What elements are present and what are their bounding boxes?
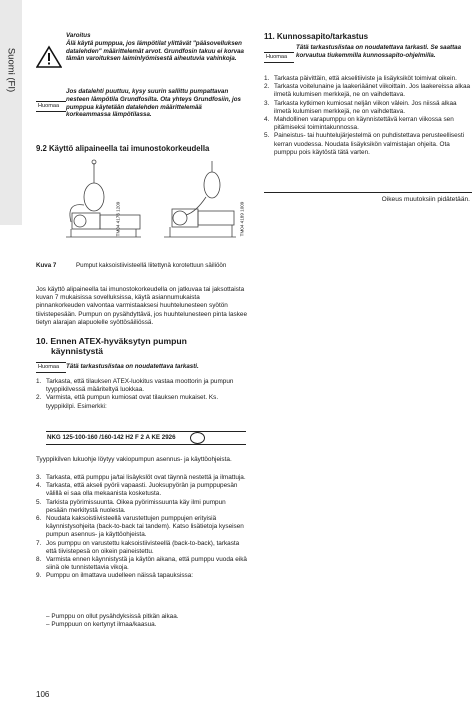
maintenance-checklist <box>264 75 472 157</box>
paragraph-type-plate: Tyyppikilven lukuohje löytyy vakiopumpun asennus- ja käyttöohjeista. <box>36 456 232 463</box>
list-item: 8. Varmista ennen käynnistystä ja käytön aikana, että pumppu vuoda eikä siinä ole tunnistettavia vikoja. <box>36 556 247 572</box>
section-heading-9-2: 9.2 Käyttö alipaineella tai imunostokorkeudella <box>36 144 210 153</box>
warning-triangle-icon <box>36 45 62 69</box>
section-heading-11: 11. Kunnossapito/tarkastus <box>264 32 369 41</box>
code-circle-highlight <box>190 432 205 444</box>
page-number: 106 <box>36 690 50 699</box>
list-item: 3. Tarkasta kytkimen kumiosat neljän viikon välein. Jos niissä alkaa ilmetä kulumisen merkkejä, ne on vaihdettava. <box>264 99 457 115</box>
warning-block <box>66 32 246 63</box>
list-item: 4. Mahdollinen varapumppu on käynnistettävä kerran viikossa sen pitämiseksi toimintakunnossa. <box>264 116 454 132</box>
section-heading-10: 10. Ennen ATEX-hyväksytyn pumpun käynnistystä <box>36 336 187 356</box>
list-item: 1. Tarkasta, että tilauksen ATEX-luokitus vastaa moottorin ja pumpun tyyppikilvessä määriteltyä luokkaa. <box>36 378 234 394</box>
atex-checklist-part1 <box>36 378 248 411</box>
rights-reserved-note: Oikeus muutoksiin pidätetään. <box>381 196 470 203</box>
side-tab-label: Suomi (FI) <box>5 47 17 93</box>
list-item: 5. Tarkista pyörimissuunta. Oikea pyörimissuunta käy ilmi pumpun pesään merkitystä nuolesta. <box>36 498 226 514</box>
list-item: 2. Tarkasta voitelunaine ja laakeriäänet viikoittain. Jos laakereissa alkaa ilmetä kulumisen merkkejä, ne on vaihdettava. <box>264 83 471 99</box>
list-item: 4. Tarkasta, että akseli pyörii vapaasti. Juoksupyörän ja pumppupesän välillä ei saa olla mekaanista kosketusta. <box>36 482 238 498</box>
warning-text: Älä käytä pumppua, jos lämpötilat ylittävät "pääsovelluksen datalehden" määrittelemät arvot. Grundfosin takuu ei korvaa tämän varoituksen laiminlyömisestä aiheutuvia vahinkoja. <box>66 39 244 63</box>
code-rule-top <box>46 431 246 432</box>
bullet-item: – Pumppu on ollut pysähdyksissä pitkän aikaa. <box>46 613 179 620</box>
list-item: 7. Jos pumppu on varustettu kaksoistiivisteellä (back-to-back), tarkasta että tiivistepesä on oikein paineistettu. <box>36 539 240 555</box>
figure-caption: Pumput kaksoistiivisteellä liitettynä korotettuun säiliöön <box>76 262 227 269</box>
figure-code-right: TM04 4189 1009 <box>239 201 245 237</box>
list-item: 5. Paineistus- tai huuhtelujärjestelmä on puhdistettava perusteellisesti kerran vuodessa. Noudata lisäyksikön valmistajan ohjeita. Ota pumppu pois käytöstä tätä varten. <box>264 132 465 156</box>
list-item: 1. Tarkasta päivittäin, että akselitiiviste ja lisäyksiköt toimivat oikein. <box>264 75 457 82</box>
note-text: Jos datalehti puuttuu, kysy suurin sallittu pumpattavan nesteen lämpötila Grundfosilta. Ota yhteys Grundfosiin, jos pumppua käytetään datalehden määrittelemää korkeammassa lämpötilassa. <box>66 88 241 119</box>
warning-title: Varoitus <box>66 32 91 39</box>
language-side-tab <box>0 0 22 225</box>
code-rule-bottom <box>46 444 246 445</box>
note-text-2: Tätä tarkastuslistaa on noudatettava tarkasti. <box>66 363 199 370</box>
note-label-2: Huomaa <box>36 362 66 373</box>
bullet-list <box>46 613 246 629</box>
type-code-example: NKG 125-100-160 /160-142 H2 F 2 A KE 2926 <box>47 434 176 441</box>
note-label-3: Huomaa <box>264 52 294 63</box>
list-item: 9. Pumppu on ilmattava uudelleen näissä tapauksissa: <box>36 572 194 580</box>
atex-checklist-part2 <box>36 474 248 581</box>
bullet-item: – Pumppuun on kertynyt ilmaa/kaasua. <box>46 621 157 629</box>
paragraph-level-control: Jos käyttö alipaineella tai imunostokorkeudella on jatkuvaa tai jaksottaista kuvan 7 mukaisissa sovelluksissa, käytä asiannumukaista pinnankorkeuden valvontaa varmistaaksesi huuhtelunesteen syötön tiivistepesään. Pumpun on pysähdyttävä, jos huuhtelunesteen pinta laskee tietyn alarajan alapuolelle syöttösäiliössä. <box>36 286 248 326</box>
note-text-3: Tätä tarkastuslistaa on noudatettava tarkasti. Se saattaa korvautua tiukemmilla kunnossapito-ohjelmilla. <box>296 44 462 59</box>
figure-pump-illustration <box>36 157 248 257</box>
divider-rule <box>264 192 472 193</box>
list-item: 6. Noudata kaksoistiivisteellä varustettujen pumppujen erityisiä käynnistysohjeita (back-to-back tai tandem). Katso lisätietoja kyseisen pumpun asennus- ja käyttöohjeista. <box>36 515 244 539</box>
list-item: 2. Varmista, että pumpun kumiosat ovat tilauksen mukaiset. Ks. tyyppikilpi. Esimerkki: <box>36 394 219 410</box>
list-item: 3. Tarkasta, että pumppu ja/tai lisäykslöt ovat täynnä nestettä ja ilmattuja. <box>36 474 246 481</box>
figure-code-left: TM04 4176 1209 <box>115 201 121 237</box>
figure-label: Kuva 7 <box>36 262 57 269</box>
note-label: Huomaa <box>36 101 66 112</box>
